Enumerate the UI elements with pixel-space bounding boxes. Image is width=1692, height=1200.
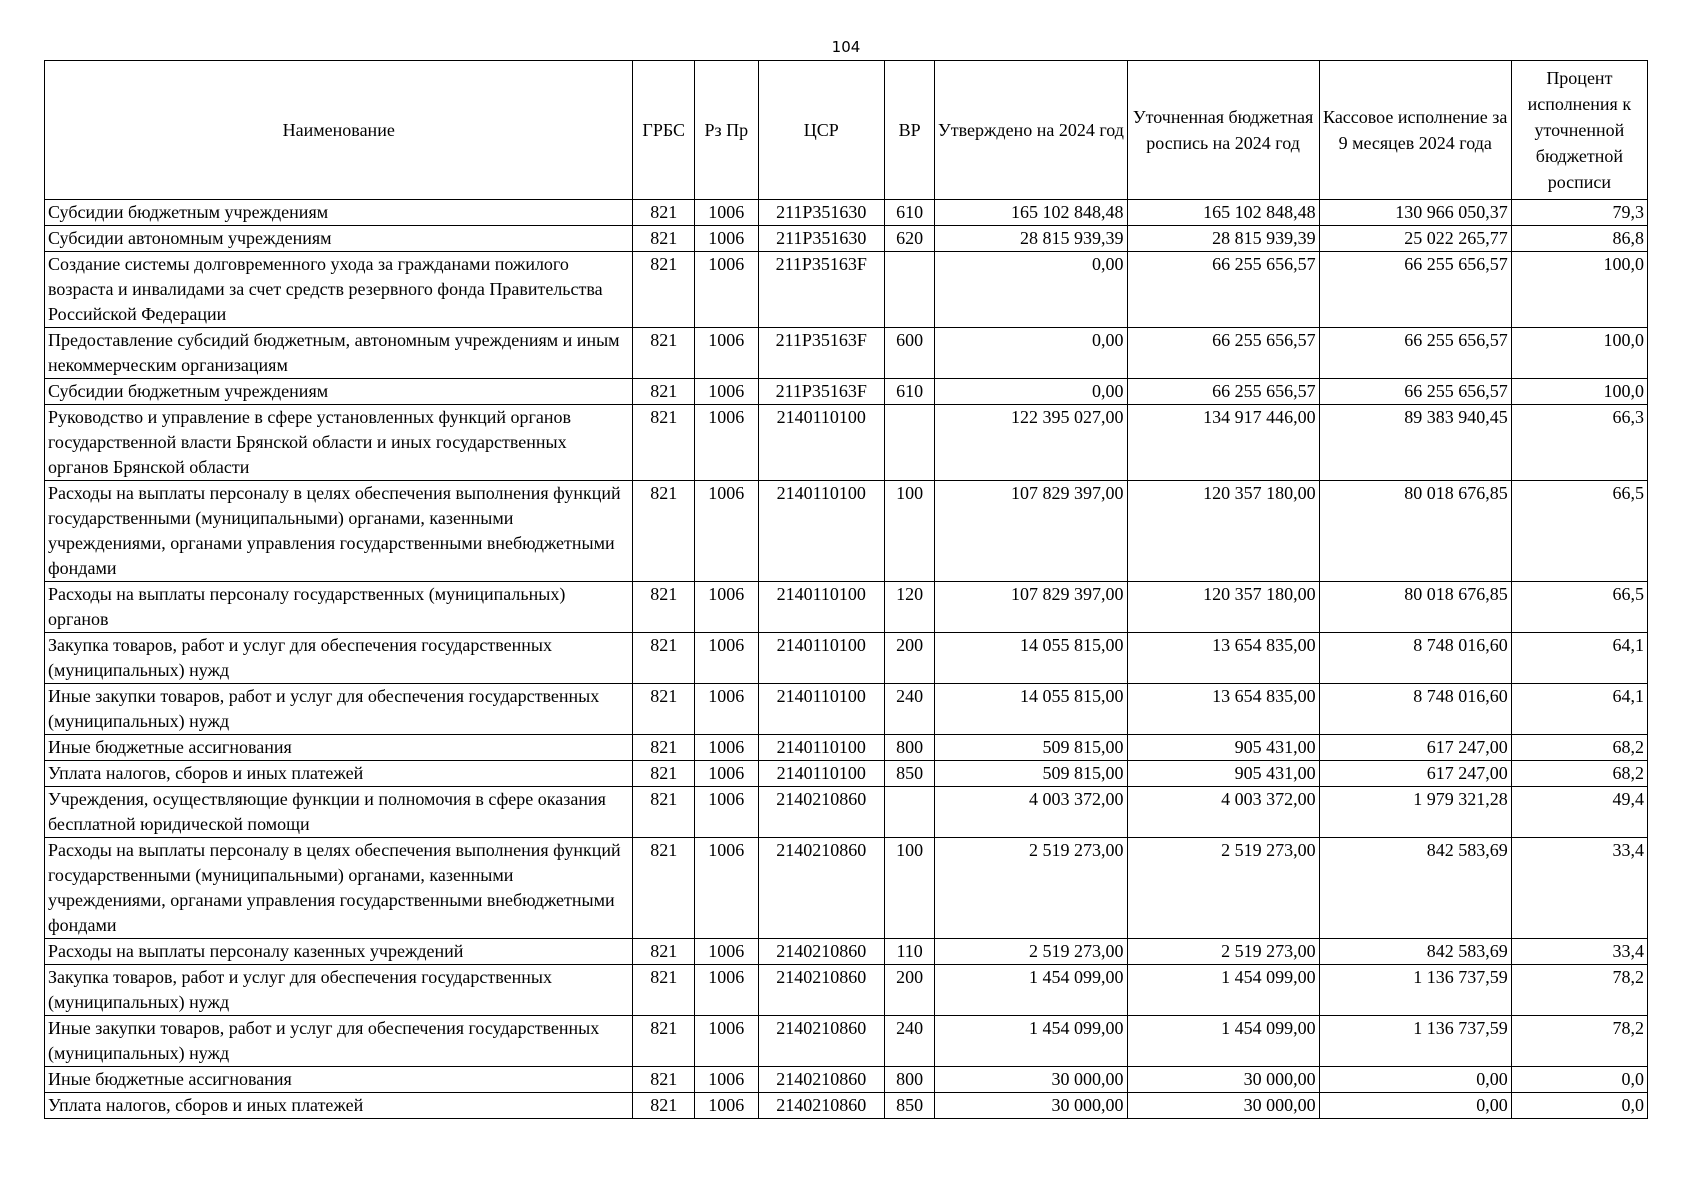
cell-refined: 905 431,00 [1127, 735, 1319, 761]
cell-refined: 165 102 848,48 [1127, 200, 1319, 226]
cell-grbs: 821 [633, 405, 694, 481]
cell-vr: 200 [884, 633, 935, 684]
cell-csr: 2140110100 [758, 405, 884, 481]
cell-grbs: 821 [633, 633, 694, 684]
cell-csr: 211P351630 [758, 226, 884, 252]
cell-percent: 64,1 [1511, 633, 1647, 684]
cell-rzpr: 1006 [694, 481, 758, 582]
cell-refined: 1 454 099,00 [1127, 965, 1319, 1016]
cell-approved: 30 000,00 [935, 1093, 1127, 1119]
table-row [45, 252, 1648, 328]
cell-rzpr: 1006 [694, 200, 758, 226]
cell-refined: 13 654 835,00 [1127, 684, 1319, 735]
cell-csr: 211P351630 [758, 200, 884, 226]
cell-approved: 2 519 273,00 [935, 939, 1127, 965]
cell-vr: 800 [884, 735, 935, 761]
cell-csr: 211P35163F [758, 379, 884, 405]
cell-percent: 100,0 [1511, 379, 1647, 405]
cell-rzpr: 1006 [694, 735, 758, 761]
cell-refined: 13 654 835,00 [1127, 633, 1319, 684]
cell-cash: 1 979 321,28 [1319, 787, 1511, 838]
cell-csr: 2140210860 [758, 939, 884, 965]
cell-csr: 2140110100 [758, 582, 884, 633]
cell-rzpr: 1006 [694, 252, 758, 328]
cell-rzpr: 1006 [694, 1016, 758, 1067]
cell-vr: 240 [884, 1016, 935, 1067]
cell-cash: 66 255 656,57 [1319, 328, 1511, 379]
cell-vr: 240 [884, 684, 935, 735]
cell-cash: 842 583,69 [1319, 838, 1511, 939]
budget-table [44, 60, 1648, 1119]
table-row [45, 405, 1648, 481]
cell-approved: 107 829 397,00 [935, 481, 1127, 582]
table-row [45, 939, 1648, 965]
header-csr: ЦСР [758, 61, 884, 200]
table-header-row [45, 61, 1648, 200]
cell-percent: 33,4 [1511, 838, 1647, 939]
cell-percent: 64,1 [1511, 684, 1647, 735]
cell-grbs: 821 [633, 939, 694, 965]
cell-csr: 2140110100 [758, 633, 884, 684]
cell-refined: 2 519 273,00 [1127, 939, 1319, 965]
cell-csr: 2140210860 [758, 965, 884, 1016]
cell-approved: 14 055 815,00 [935, 684, 1127, 735]
cell-rzpr: 1006 [694, 328, 758, 379]
table-row [45, 761, 1648, 787]
table-row [45, 1067, 1648, 1093]
table-row [45, 735, 1648, 761]
cell-rzpr: 1006 [694, 939, 758, 965]
cell-vr: 800 [884, 1067, 935, 1093]
cell-approved: 4 003 372,00 [935, 787, 1127, 838]
cell-rzpr: 1006 [694, 787, 758, 838]
table-row [45, 379, 1648, 405]
cell-vr [884, 787, 935, 838]
cell-grbs: 821 [633, 965, 694, 1016]
table-body [45, 200, 1648, 1119]
cell-grbs: 821 [633, 735, 694, 761]
cell-refined: 4 003 372,00 [1127, 787, 1319, 838]
cell-percent: 0,0 [1511, 1067, 1647, 1093]
cell-csr: 2140210860 [758, 1067, 884, 1093]
table-row [45, 1093, 1648, 1119]
cell-cash: 8 748 016,60 [1319, 633, 1511, 684]
cell-approved: 1 454 099,00 [935, 1016, 1127, 1067]
cell-approved: 509 815,00 [935, 761, 1127, 787]
cell-refined: 120 357 180,00 [1127, 481, 1319, 582]
cell-csr: 2140210860 [758, 787, 884, 838]
table-row [45, 684, 1648, 735]
cell-refined: 905 431,00 [1127, 761, 1319, 787]
cell-percent: 0,0 [1511, 1093, 1647, 1119]
cell-approved: 28 815 939,39 [935, 226, 1127, 252]
cell-grbs: 821 [633, 1093, 694, 1119]
cell-grbs: 821 [633, 200, 694, 226]
cell-cash: 80 018 676,85 [1319, 582, 1511, 633]
cell-percent: 100,0 [1511, 252, 1647, 328]
cell-percent: 68,2 [1511, 761, 1647, 787]
cell-refined: 30 000,00 [1127, 1067, 1319, 1093]
header-approved: Утверждено на 2024 год [935, 61, 1127, 200]
cell-rzpr: 1006 [694, 838, 758, 939]
cell-approved: 30 000,00 [935, 1067, 1127, 1093]
cell-name: Закупка товаров, работ и услуг для обеспечения государственных (муниципальных) нужд [45, 633, 633, 684]
cell-approved: 122 395 027,00 [935, 405, 1127, 481]
table-row [45, 633, 1648, 684]
cell-cash: 8 748 016,60 [1319, 684, 1511, 735]
cell-csr: 211P35163F [758, 328, 884, 379]
cell-rzpr: 1006 [694, 1067, 758, 1093]
cell-name: Закупка товаров, работ и услуг для обеспечения государственных (муниципальных) нужд [45, 965, 633, 1016]
cell-refined: 1 454 099,00 [1127, 1016, 1319, 1067]
cell-vr: 850 [884, 761, 935, 787]
table-row [45, 1016, 1648, 1067]
page-number: 104 [831, 38, 861, 56]
cell-name: Иные бюджетные ассигнования [45, 735, 633, 761]
table-row [45, 481, 1648, 582]
cell-name: Субсидии бюджетным учреждениям [45, 379, 633, 405]
header-rzpr: Рз Пр [694, 61, 758, 200]
cell-vr [884, 252, 935, 328]
cell-grbs: 821 [633, 379, 694, 405]
cell-name: Субсидии автономным учреждениям [45, 226, 633, 252]
cell-name: Предоставление субсидий бюджетным, автономным учреждениям и иным некоммерческим организациям [45, 328, 633, 379]
cell-vr: 110 [884, 939, 935, 965]
cell-cash: 130 966 050,37 [1319, 200, 1511, 226]
table-row [45, 965, 1648, 1016]
cell-csr: 2140210860 [758, 1093, 884, 1119]
cell-name: Субсидии бюджетным учреждениям [45, 200, 633, 226]
cell-grbs: 821 [633, 787, 694, 838]
cell-vr: 120 [884, 582, 935, 633]
cell-refined: 66 255 656,57 [1127, 379, 1319, 405]
cell-approved: 2 519 273,00 [935, 838, 1127, 939]
cell-approved: 1 454 099,00 [935, 965, 1127, 1016]
cell-csr: 2140110100 [758, 735, 884, 761]
cell-csr: 2140110100 [758, 761, 884, 787]
cell-percent: 68,2 [1511, 735, 1647, 761]
cell-csr: 211P35163F [758, 252, 884, 328]
cell-cash: 66 255 656,57 [1319, 379, 1511, 405]
cell-percent: 49,4 [1511, 787, 1647, 838]
cell-vr: 600 [884, 328, 935, 379]
table-row [45, 328, 1648, 379]
cell-refined: 28 815 939,39 [1127, 226, 1319, 252]
cell-cash: 617 247,00 [1319, 735, 1511, 761]
cell-name: Расходы на выплаты персоналу в целях обеспечения выполнения функций государственными (муниципальными) органами, казенными учреждениями, органами управления государственными внебюджетными фондами [45, 838, 633, 939]
cell-vr: 100 [884, 481, 935, 582]
cell-csr: 2140210860 [758, 1016, 884, 1067]
cell-name: Иные бюджетные ассигнования [45, 1067, 633, 1093]
cell-percent: 33,4 [1511, 939, 1647, 965]
table-row [45, 787, 1648, 838]
cell-approved: 107 829 397,00 [935, 582, 1127, 633]
header-name: Наименование [45, 61, 633, 200]
cell-refined: 2 519 273,00 [1127, 838, 1319, 939]
header-refined: Уточненная бюджетная роспись на 2024 год [1127, 61, 1319, 200]
header-grbs: ГРБС [633, 61, 694, 200]
cell-vr: 850 [884, 1093, 935, 1119]
cell-percent: 79,3 [1511, 200, 1647, 226]
cell-approved: 0,00 [935, 328, 1127, 379]
cell-percent: 78,2 [1511, 965, 1647, 1016]
cell-grbs: 821 [633, 252, 694, 328]
cell-name: Уплата налогов, сборов и иных платежей [45, 1093, 633, 1119]
table-row [45, 582, 1648, 633]
table-row [45, 200, 1648, 226]
cell-cash: 80 018 676,85 [1319, 481, 1511, 582]
cell-grbs: 821 [633, 761, 694, 787]
cell-name: Учреждения, осуществляющие функции и полномочия в сфере оказания бесплатной юридической помощи [45, 787, 633, 838]
cell-grbs: 821 [633, 838, 694, 939]
cell-rzpr: 1006 [694, 405, 758, 481]
cell-approved: 509 815,00 [935, 735, 1127, 761]
cell-grbs: 821 [633, 328, 694, 379]
cell-rzpr: 1006 [694, 965, 758, 1016]
cell-vr [884, 405, 935, 481]
cell-name: Уплата налогов, сборов и иных платежей [45, 761, 633, 787]
cell-rzpr: 1006 [694, 226, 758, 252]
cell-vr: 200 [884, 965, 935, 1016]
cell-cash: 66 255 656,57 [1319, 252, 1511, 328]
cell-approved: 14 055 815,00 [935, 633, 1127, 684]
cell-approved: 165 102 848,48 [935, 200, 1127, 226]
cell-percent: 86,8 [1511, 226, 1647, 252]
table-row [45, 226, 1648, 252]
cell-percent: 100,0 [1511, 328, 1647, 379]
cell-percent: 66,3 [1511, 405, 1647, 481]
cell-refined: 120 357 180,00 [1127, 582, 1319, 633]
cell-name: Иные закупки товаров, работ и услуг для обеспечения государственных (муниципальных) нужд [45, 684, 633, 735]
cell-csr: 2140210860 [758, 838, 884, 939]
cell-grbs: 821 [633, 582, 694, 633]
header-vr: ВР [884, 61, 935, 200]
cell-csr: 2140110100 [758, 684, 884, 735]
cell-name: Расходы на выплаты персоналу в целях обеспечения выполнения функций государственными (муниципальными) органами, казенными учреждениями, органами управления государственными внебюджетными фондами [45, 481, 633, 582]
header-percent: Процент исполнения к уточненной бюджетной росписи [1511, 61, 1647, 200]
cell-cash: 0,00 [1319, 1067, 1511, 1093]
cell-vr: 100 [884, 838, 935, 939]
cell-rzpr: 1006 [694, 761, 758, 787]
cell-cash: 1 136 737,59 [1319, 965, 1511, 1016]
cell-cash: 25 022 265,77 [1319, 226, 1511, 252]
cell-approved: 0,00 [935, 379, 1127, 405]
cell-rzpr: 1006 [694, 582, 758, 633]
cell-refined: 66 255 656,57 [1127, 328, 1319, 379]
cell-grbs: 821 [633, 1016, 694, 1067]
cell-name: Иные закупки товаров, работ и услуг для обеспечения государственных (муниципальных) нужд [45, 1016, 633, 1067]
cell-cash: 89 383 940,45 [1319, 405, 1511, 481]
cell-name: Руководство и управление в сфере установленных функций органов государственной власти Брянской области и иных государственных органов Брянской области [45, 405, 633, 481]
cell-cash: 0,00 [1319, 1093, 1511, 1119]
cell-rzpr: 1006 [694, 684, 758, 735]
cell-refined: 66 255 656,57 [1127, 252, 1319, 328]
cell-percent: 78,2 [1511, 1016, 1647, 1067]
cell-grbs: 821 [633, 481, 694, 582]
table-row [45, 838, 1648, 939]
cell-cash: 617 247,00 [1319, 761, 1511, 787]
cell-refined: 30 000,00 [1127, 1093, 1319, 1119]
cell-cash: 842 583,69 [1319, 939, 1511, 965]
cell-vr: 610 [884, 379, 935, 405]
cell-csr: 2140110100 [758, 481, 884, 582]
cell-percent: 66,5 [1511, 481, 1647, 582]
cell-refined: 134 917 446,00 [1127, 405, 1319, 481]
cell-vr: 610 [884, 200, 935, 226]
cell-name: Создание системы долговременного ухода за гражданами пожилого возраста и инвалидами за счет средств резервного фонда Правительства Российской Федерации [45, 252, 633, 328]
header-cash: Кассовое исполнение за 9 месяцев 2024 года [1319, 61, 1511, 200]
cell-cash: 1 136 737,59 [1319, 1016, 1511, 1067]
cell-vr: 620 [884, 226, 935, 252]
cell-name: Расходы на выплаты персоналу государственных (муниципальных) органов [45, 582, 633, 633]
cell-rzpr: 1006 [694, 1093, 758, 1119]
cell-grbs: 821 [633, 1067, 694, 1093]
cell-grbs: 821 [633, 684, 694, 735]
cell-rzpr: 1006 [694, 633, 758, 684]
cell-name: Расходы на выплаты персоналу казенных учреждений [45, 939, 633, 965]
cell-approved: 0,00 [935, 252, 1127, 328]
cell-grbs: 821 [633, 226, 694, 252]
cell-rzpr: 1006 [694, 379, 758, 405]
cell-percent: 66,5 [1511, 582, 1647, 633]
